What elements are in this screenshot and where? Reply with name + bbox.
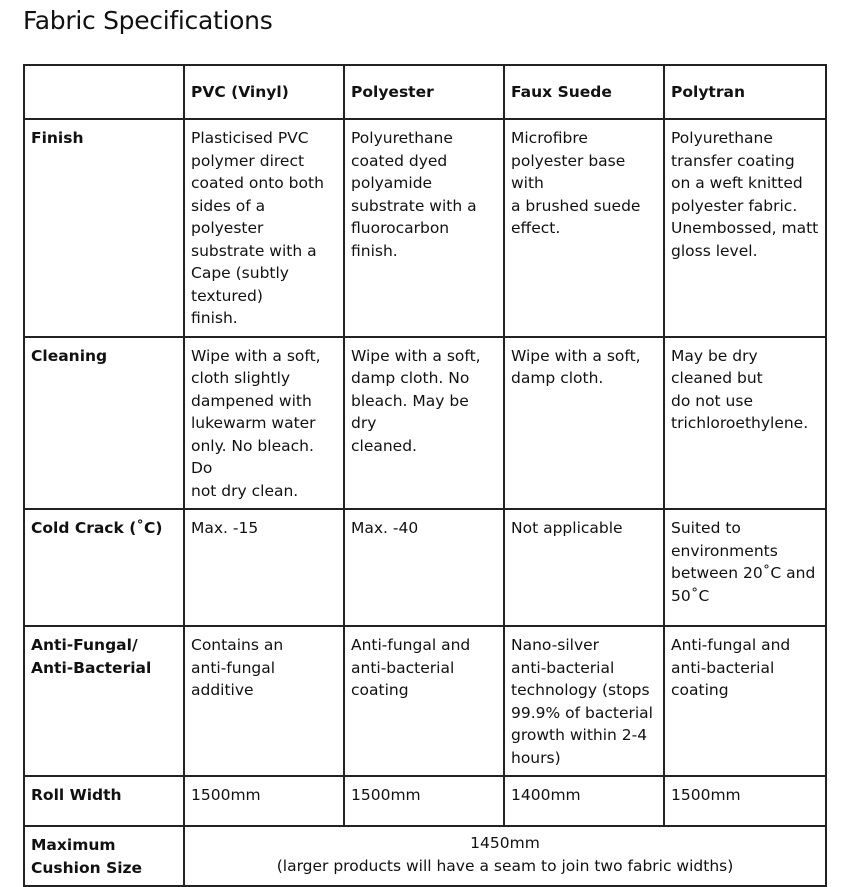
fabric-spec-table bbox=[23, 64, 827, 887]
table-cell-merged: 1450mm (larger products will have a seam to join two fabric widths) bbox=[184, 826, 826, 886]
header-cell-blank bbox=[24, 65, 184, 119]
table-cell: Anti-fungal and anti-bacterial coating bbox=[664, 626, 826, 776]
table-row-cleaning bbox=[24, 337, 826, 510]
table-cell: May be dry cleaned but do not use trichloroethylene. bbox=[664, 337, 826, 510]
table-row-roll-width bbox=[24, 776, 826, 826]
table-cell: Polyurethane transfer coating on a weft knitted polyester fabric. Unembossed, matt gloss level. bbox=[664, 119, 826, 337]
header-cell-polytran: Polytran bbox=[664, 65, 826, 119]
table-cell: Wipe with a soft, cloth slightly dampened with lukewarm water only. No bleach. Do not dry clean. bbox=[184, 337, 344, 510]
header-cell-pvc: PVC (Vinyl) bbox=[184, 65, 344, 119]
table-cell: Max. -40 bbox=[344, 509, 504, 626]
table-row-finish bbox=[24, 119, 826, 337]
header-row bbox=[24, 65, 826, 119]
table-cell: Not applicable bbox=[504, 509, 664, 626]
table-cell: Suited to environments between 20˚C and 50˚C bbox=[664, 509, 826, 626]
table-cell: Anti-fungal and anti-bacterial coating bbox=[344, 626, 504, 776]
table-cell: Max. -15 bbox=[184, 509, 344, 626]
row-label: Cleaning bbox=[24, 337, 184, 510]
table-cell: Contains an anti-fungal additive bbox=[184, 626, 344, 776]
table-cell: Wipe with a soft, damp cloth. No bleach. May be dry cleaned. bbox=[344, 337, 504, 510]
table-row-cold-crack bbox=[24, 509, 826, 626]
table-row-anti-fungal bbox=[24, 626, 826, 776]
table-row-max-cushion bbox=[24, 826, 826, 886]
header-cell-faux-suede: Faux Suede bbox=[504, 65, 664, 119]
table-cell: Nano-silver anti-bacterial technology (stops 99.9% of bacterial growth within 2-4 hours) bbox=[504, 626, 664, 776]
row-label: Roll Width bbox=[24, 776, 184, 826]
table-cell: 1500mm bbox=[184, 776, 344, 826]
table-cell: 1500mm bbox=[664, 776, 826, 826]
table-cell: Wipe with a soft, damp cloth. bbox=[504, 337, 664, 510]
table-cell: 1500mm bbox=[344, 776, 504, 826]
row-label: Cold Crack (˚C) bbox=[24, 509, 184, 626]
row-label: Maximum Cushion Size bbox=[24, 826, 184, 886]
header-cell-polyester: Polyester bbox=[344, 65, 504, 119]
row-label: Finish bbox=[24, 119, 184, 337]
page-title: Fabric Specifications bbox=[23, 6, 273, 35]
table-cell: Microfibre polyester base with a brushed suede effect. bbox=[504, 119, 664, 337]
table-cell: Polyurethane coated dyed polyamide substrate with a fluorocarbon finish. bbox=[344, 119, 504, 337]
table-cell: Plasticised PVC polymer direct coated onto both sides of a polyester substrate with a Cape (subtly textured) finish. bbox=[184, 119, 344, 337]
table-cell: 1400mm bbox=[504, 776, 664, 826]
row-label: Anti-Fungal/ Anti-Bacterial bbox=[24, 626, 184, 776]
